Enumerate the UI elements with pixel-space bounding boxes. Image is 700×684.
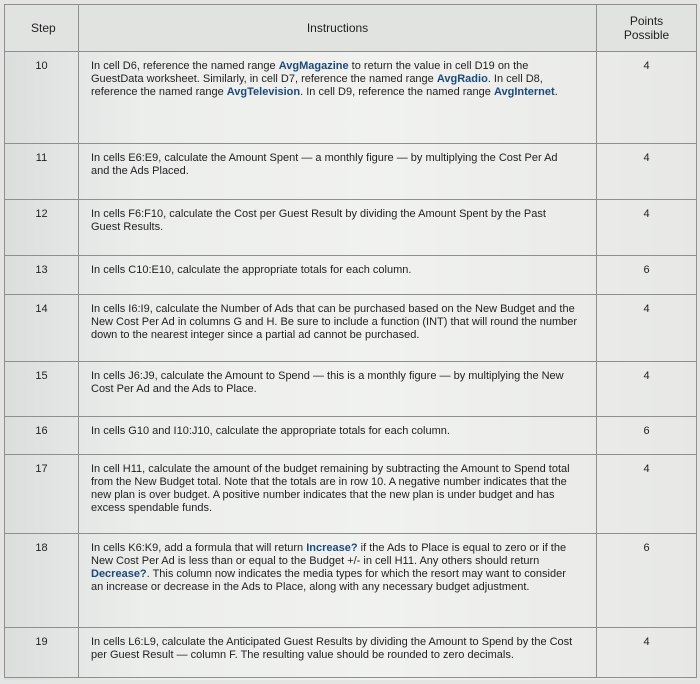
table-row (5, 200, 697, 256)
step-header: Step (5, 5, 79, 52)
table-row (5, 144, 697, 200)
text-part: to return the value in cell D19 on the GuestData worksheet. Similarly, in cell D7, reference the named range (91, 60, 529, 85)
step-number: 12 (5, 200, 79, 256)
keyword: AvgRadio (436, 73, 488, 85)
header-row (5, 5, 697, 52)
instruction-text: In cells L6:L9, calculate the Anticipated Guest Results by dividing the Amount to Spend by the Cost per Guest Result — column F. The resulting value should be rounded to zero decimals. (79, 628, 597, 678)
text-part: if the Ads to Place is equal to zero or if the New Cost Per Ad is less than or equal to the Budget +/- in cell H11. Any others should return (91, 542, 567, 567)
table-row (5, 362, 697, 417)
keyword: AvgTelevision (226, 86, 301, 98)
instructions-table (4, 4, 697, 678)
keyword: Decrease? (91, 568, 147, 580)
text-part: . (554, 86, 558, 98)
text-part: In cell D6, reference the named range (91, 60, 279, 72)
instruction-text: In cells F6:F10, calculate the Cost per Guest Result by dividing the Amount Spent by the Past Guest Results. (79, 200, 597, 256)
table-row (5, 417, 697, 455)
points-value: 6 (597, 534, 697, 628)
instructions-header: Instructions (79, 5, 597, 52)
points-value: 4 (597, 52, 697, 144)
points-value: 4 (597, 144, 697, 200)
points-value: 4 (597, 295, 697, 362)
instruction-text: In cells E6:E9, calculate the Amount Spent — a monthly figure — by multiplying the Cost Per Ad and the Ads Placed. (79, 144, 597, 200)
text-part: . In cell D8, reference the named range (91, 73, 543, 98)
keyword: AvgMagazine (278, 60, 349, 72)
step-number: 18 (5, 534, 79, 628)
step-number: 19 (5, 628, 79, 678)
table-row (5, 628, 697, 678)
points-value: 4 (597, 362, 697, 417)
table-row (5, 455, 697, 534)
points-header (597, 5, 697, 52)
step-number: 10 (5, 52, 79, 144)
table-row (5, 534, 697, 628)
points-header-line2: Possible (623, 28, 670, 42)
points-value: 4 (597, 200, 697, 256)
instruction-text (79, 52, 597, 144)
table-row (5, 52, 697, 144)
keyword: AvgInternet (493, 86, 555, 98)
points-value: 6 (597, 417, 697, 455)
points-value: 4 (597, 628, 697, 678)
step-number: 13 (5, 256, 79, 295)
points-value: 6 (597, 256, 697, 295)
instruction-text: In cells G10 and I10:J10, calculate the appropriate totals for each column. (79, 417, 597, 455)
step-number: 15 (5, 362, 79, 417)
text-part: In cells K6:K9, add a formula that will return (91, 542, 307, 554)
step-number: 14 (5, 295, 79, 362)
step-number: 17 (5, 455, 79, 534)
text-part: . In cell D9, reference the named range (300, 86, 494, 98)
step-number: 16 (5, 417, 79, 455)
instruction-text: In cells J6:J9, calculate the Amount to Spend — this is a monthly figure — by multiplying the New Cost Per Ad and the Ads to Place. (79, 362, 597, 417)
keyword: Increase? (306, 542, 358, 554)
instructions-sheet (4, 4, 696, 680)
points-header-line1: Points (629, 14, 664, 28)
step-number: 11 (5, 144, 79, 200)
instruction-text: In cell H11, calculate the amount of the budget remaining by subtracting the Amount to Spend total from the New Budget total. Note that the totals are in row 10. A negative number indicates that the new plan is over budget. A positive number indicates that the new plan is under budget and has excess spendable funds. (79, 455, 597, 534)
instruction-text (79, 534, 597, 628)
points-value: 4 (597, 455, 697, 534)
table-row (5, 295, 697, 362)
table-row (5, 256, 697, 295)
text-part: . This column now indicates the media types for which the resort may want to consider an increase or decrease in the Ads to Place, along with any necessary budget adjustment. (91, 568, 566, 593)
instruction-text: In cells I6:I9, calculate the Number of Ads that can be purchased based on the New Budget and the New Cost Per Ad in columns G and H. Be sure to include a function (INT) that will round the number down to the nearest integer since a partial ad cannot be purchased. (79, 295, 597, 362)
instruction-text: In cells C10:E10, calculate the appropriate totals for each column. (79, 256, 597, 295)
